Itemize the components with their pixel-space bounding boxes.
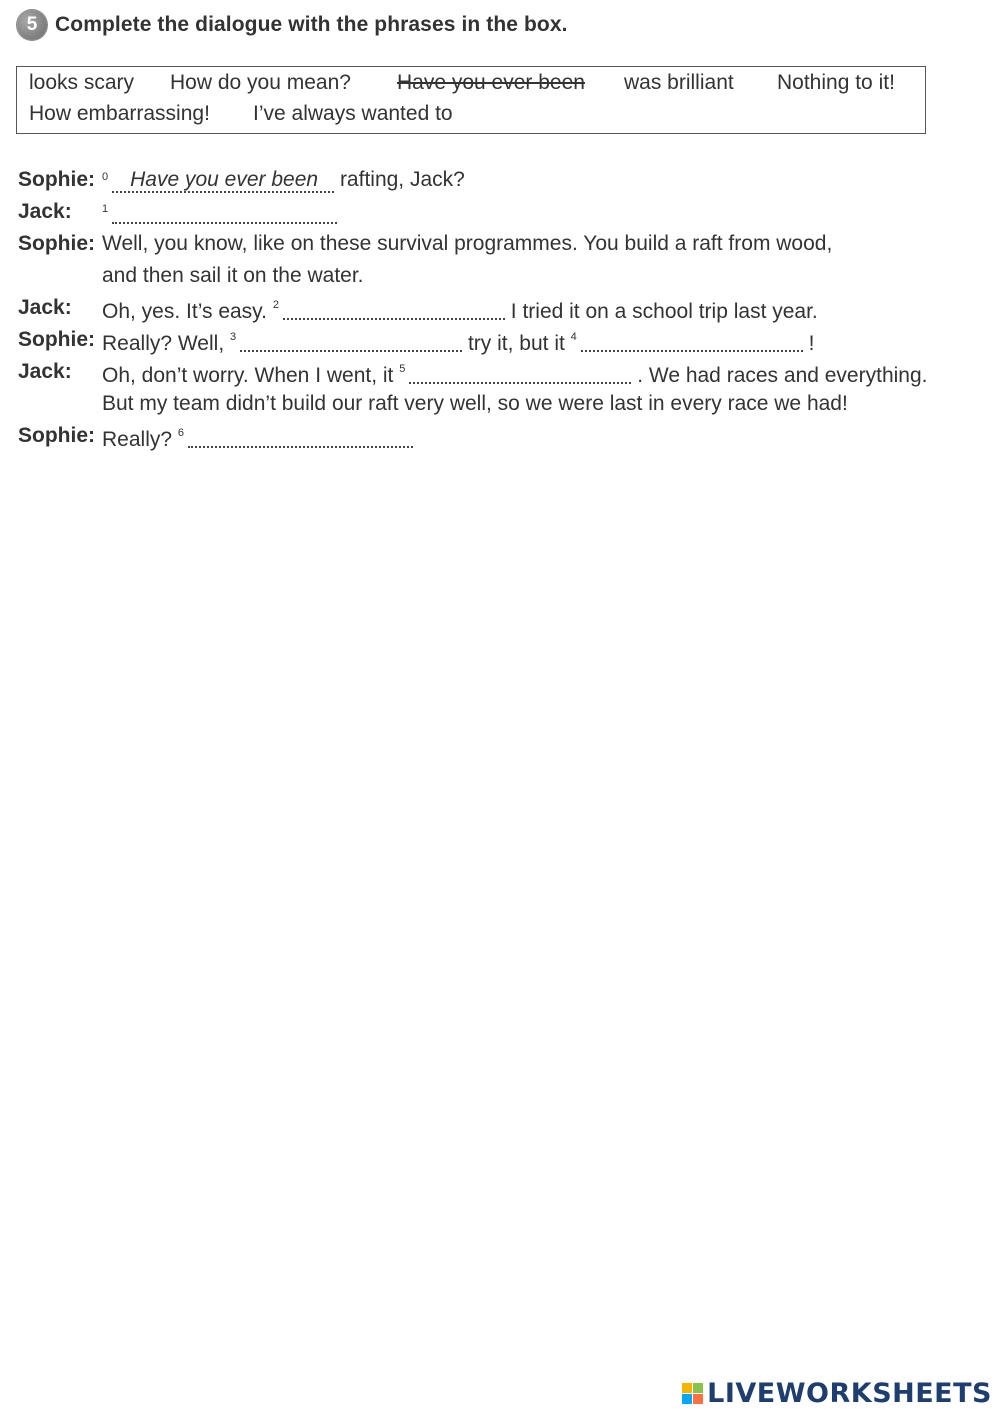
phrase-looks-scary: looks scary: [29, 71, 135, 94]
dialogue-line: [18, 326, 978, 358]
gap-number: 0: [102, 171, 109, 183]
phrase-nothing-to-it: Nothing to it!: [777, 71, 895, 94]
phrase-box: [16, 66, 926, 134]
dialogue: [18, 166, 978, 454]
logo-square: [682, 1383, 692, 1393]
brand-name: LIVEWORKSHEETS: [707, 1378, 992, 1409]
answer-blank-4[interactable]: [581, 328, 803, 352]
gap-number: 4: [570, 331, 577, 343]
answer-blank-3[interactable]: [240, 328, 462, 352]
answer-blank-1[interactable]: [112, 200, 337, 224]
dialogue-line: [18, 422, 978, 454]
line-text: rafting, Jack?: [339, 168, 465, 191]
speaker-label: Sophie:: [18, 424, 95, 447]
line-text: and then sail it on the water.: [102, 264, 364, 287]
line-text: Well, you know, like on these survival programmes. You build a raft from wood,: [102, 232, 833, 255]
line-text: Really?: [102, 428, 173, 451]
gap-number: 6: [177, 427, 185, 439]
phrase-was-brilliant: was brilliant: [624, 71, 734, 94]
line-text: . We had races and everything.: [637, 364, 928, 387]
speaker-label: Jack:: [18, 360, 72, 383]
logo-square: [693, 1383, 703, 1393]
line-text: Really? Well,: [102, 332, 225, 355]
gap-number: 3: [230, 331, 237, 343]
dialogue-line: [18, 390, 978, 422]
speaker-label: Sophie:: [18, 168, 95, 191]
answer-blank-2[interactable]: [283, 296, 505, 320]
gap-number: 1: [102, 203, 109, 215]
speaker-label: Jack:: [18, 296, 72, 319]
dialogue-line: [18, 358, 978, 390]
speaker-label: Sophie:: [18, 232, 95, 255]
phrase-have-you-ever-been: Have you ever been: [397, 71, 585, 94]
dialogue-line: [18, 166, 978, 198]
logo-square: [682, 1394, 692, 1404]
exercise-number-badge: 5: [17, 10, 47, 40]
phrase-how-do-you-mean: How do you mean?: [170, 71, 351, 94]
logo-square: [693, 1394, 703, 1404]
dialogue-line: [18, 230, 978, 262]
gap-number: 2: [272, 299, 279, 311]
answer-blank-5[interactable]: [409, 360, 631, 384]
line-text: Oh, yes. It’s easy.: [102, 300, 267, 323]
dialogue-line: [18, 294, 978, 326]
exercise-header: [17, 10, 568, 40]
line-text: try it, but it: [467, 332, 565, 355]
speaker-label: Jack:: [18, 200, 72, 223]
liveworksheets-logo: [682, 1378, 992, 1409]
example-answer: Have you ever been: [112, 168, 334, 193]
phrase-ive-always-wanted-to: I’ve always wanted to: [253, 102, 453, 125]
line-text: !: [808, 332, 815, 355]
speaker-label: Sophie:: [18, 328, 95, 351]
dialogue-line: [18, 198, 978, 230]
phrase-how-embarrassing: How embarrassing!: [29, 102, 210, 125]
answer-blank-6[interactable]: [188, 424, 413, 448]
logo-icon: [682, 1383, 703, 1404]
gap-number: 5: [399, 363, 406, 375]
exercise-instruction: Complete the dialogue with the phrases in the box.: [55, 13, 568, 36]
line-text: But my team didn’t build our raft very well, so we were last in every race we had!: [102, 392, 848, 415]
line-text: I tried it on a school trip last year.: [510, 300, 818, 323]
line-text: Oh, don’t worry. When I went, it: [102, 364, 394, 387]
dialogue-line: [18, 262, 978, 294]
